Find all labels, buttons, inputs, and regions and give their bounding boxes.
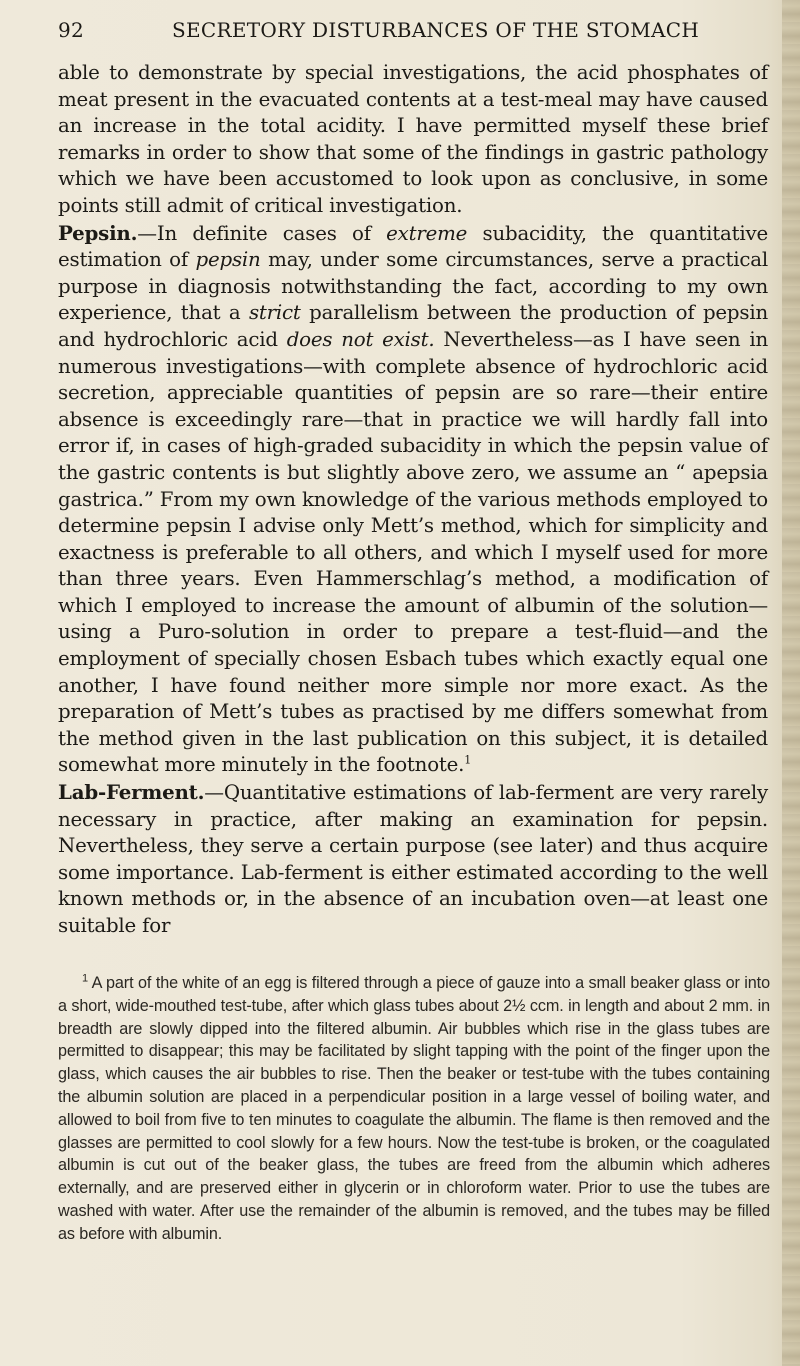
paragraph-lab-ferment: [58, 779, 768, 940]
running-header: [58, 18, 772, 48]
page-edge-shadow: [782, 0, 800, 1366]
footnote-1: [58, 972, 770, 1246]
pepsin-emphasis-strict: strict: [248, 301, 301, 325]
pepsin-heading: Pepsin.: [58, 220, 138, 245]
footnote-marker: 1: [82, 972, 89, 985]
pepsin-text-a: —In definite cases of: [137, 221, 387, 245]
pepsin-text-b: subacidity, the quantitative estimation of: [58, 221, 768, 272]
lab-ferment-heading: Lab-Ferment.: [58, 780, 205, 805]
main-text: [58, 60, 768, 940]
lab-ferment-text: —Quantitative estimations of lab-ferment are very rarely necessary in practice, after making an examination for pepsin. Nevertheless, they serve a certain purpose (see later) and thus acquire some importance. Lab-ferment is either estimated according to the well known methods or, in the absence of an incubation oven—at least one suitable for: [58, 781, 768, 937]
pepsin-text-c: may, under some circumstances, serve a practical purpose in diagnosis notwithstanding the fact, according to my own experience, that a: [58, 248, 768, 325]
pepsin-emphasis-does-not-exist: does not exist.: [286, 327, 435, 351]
footnote-text: A part of the white of an egg is filtered through a piece of gauze into a small beaker glass or into a short, wide-mouthed test-tube, after which glass tubes about 2½ ccm. in length and about 2 mm. in breadth are slowly dipped into the filtered albumin. Air bubbles which rise in the glass tubes are permitted to disappear; this may be facilitated by slight tapping with the point of the finger upon the glass, which causes the air bubbles to rise. Then the beaker or test-tube with the tubes containing the albumin solution are placed in a perpendicular position in a large vessel of boiling water, and allowed to boil from five to ten minutes to coagulate the albumin. The flame is then removed and the glasses are permitted to cool slowly for a few hours. Now the test-tube is broken, or the coagulated albumin is cut out of the beaker glass, the tubes are freed from the albumin which adheres externally, and are preserved either in glycerin or in chloroform water. Prior to use the tubes are washed with water. After use the remainder of the albumin is removed, and the tubes may be filled as before with albumin.: [58, 974, 770, 1243]
paragraph-intro: able to demonstrate by special investigations, the acid phosphates of meat present in the evacuated contents at a test-meal may have caused an increase in the total acidity. I have permitted myself these brief remarks in order to show that some of the findings in gastric pathology which we have been accustomed to look upon as conclusive, in some points still admit of critical investigation.: [58, 61, 768, 217]
footnote-section: [58, 972, 770, 1246]
footnote-reference[interactable]: 1: [464, 753, 472, 767]
page-number: 92: [58, 18, 85, 42]
paragraph-pepsin: [58, 220, 768, 779]
pepsin-emphasis-extreme: extreme: [386, 221, 468, 245]
pepsin-text-d: parallelism between the production of pepsin and hydrochloric acid: [58, 301, 768, 351]
pepsin-text-e: Nevertheless—as I have seen in numerous investigations—with complete absence of hydrochloric acid secretion, appreciable quantities of pepsin are so rare—their entire absence is exceedingly rare—that in practice we will hardly fall into error if, in cases of high-graded subacidity in which the pepsin value of the gastric contents is but slightly above zero, we assume an “ apepsia gastrica.” From my own knowledge of the various methods employed to determine pepsin I advise only Mett’s method, which for simplicity and exactness is preferable to all others, and which I myself used for more than three years. Even Hammerschlag’s method, a modification of which I employed to increase the amount of albumin of the solution—using a Puro-solution in order to prepare a test-fluid—and the employment of specially chosen Esbach tubes which exactly equal one another, I have found neither more simple nor more exact. As the preparation of Mett’s tubes as practised by me differs somewhat from the method given in the last publication on this subject, it is detailed somewhat more minutely in the footnote.: [58, 327, 769, 777]
pepsin-emphasis-pepsin: pepsin: [195, 248, 261, 272]
running-title: SECRETORY DISTURBANCES OF THE STOMACH: [172, 18, 700, 42]
